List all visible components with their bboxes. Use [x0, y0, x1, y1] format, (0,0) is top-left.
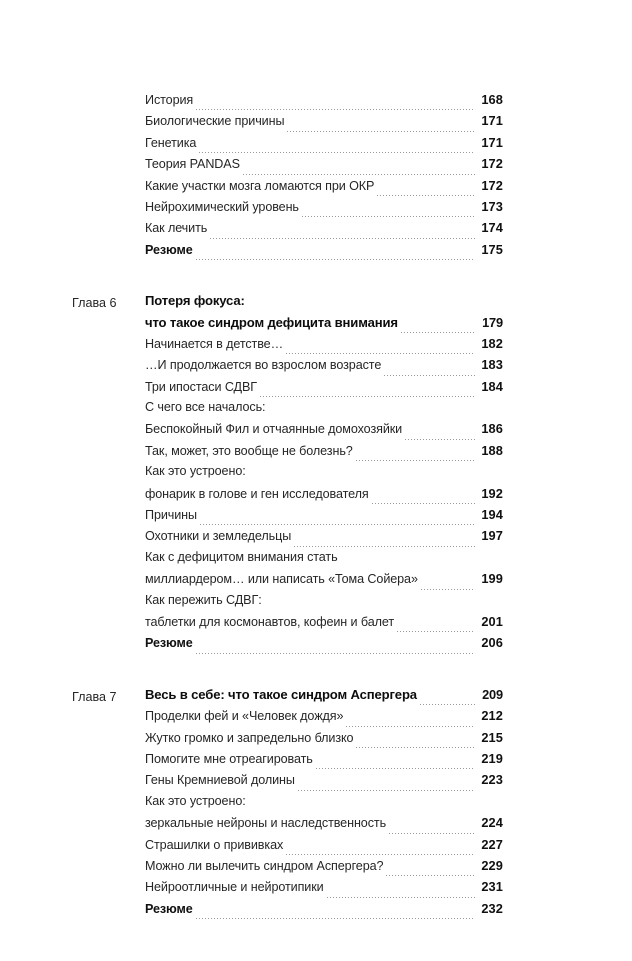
- dot-leader: [384, 375, 475, 376]
- toc-page-number: 171: [481, 113, 503, 129]
- dot-leader: [302, 216, 475, 217]
- toc-page-number: 188: [481, 442, 503, 458]
- dot-leader: [200, 524, 475, 525]
- toc-entry-label: фонарик в голове и ген исследователя: [145, 486, 369, 501]
- toc-page-number: 231: [481, 879, 503, 895]
- toc-page-number: 209: [482, 686, 503, 702]
- toc-entry-label: Страшилки о прививках: [145, 837, 284, 852]
- toc-page-number: 192: [481, 485, 503, 501]
- toc-chapter-title-text: что такое синдром дефицита внимания: [145, 314, 398, 330]
- toc-entry[interactable]: [145, 92, 503, 113]
- toc-entry-label: Как это устроено:: [145, 464, 246, 479]
- toc-chapter-title-line: [145, 687, 503, 708]
- toc-entry[interactable]: [145, 730, 503, 751]
- toc-chapter-title-line: [145, 293, 503, 314]
- toc-entry-label: Резюме: [145, 636, 193, 651]
- toc-entry-label: Жутко громко и запредельно близко: [145, 730, 354, 745]
- toc-entry[interactable]: [145, 858, 503, 879]
- toc-page-number: 197: [481, 528, 503, 544]
- toc-chapter-number: Глава 6: [72, 296, 117, 311]
- toc-entry[interactable]: [145, 593, 503, 614]
- dot-leader: [298, 790, 475, 791]
- toc-entry[interactable]: [145, 507, 503, 528]
- dot-leader: [377, 195, 475, 196]
- toc-entry[interactable]: [145, 113, 503, 134]
- toc-chapter-title: [145, 293, 503, 336]
- dot-leader: [286, 854, 475, 855]
- toc-page-number: 172: [481, 177, 503, 193]
- toc-continued-section: [145, 92, 503, 263]
- toc-entry[interactable]: [145, 486, 503, 507]
- toc-page-number: 232: [481, 900, 503, 916]
- toc-entry[interactable]: [145, 879, 503, 900]
- toc-entry[interactable]: [145, 336, 503, 357]
- toc-entry-label: Беспокойный Фил и отчаянные домохозяйки: [145, 422, 403, 437]
- toc-entry-label: Три ипостаси СДВГ: [145, 379, 258, 394]
- dot-leader: [421, 589, 475, 590]
- toc-chapter-title-text: Потеря фокуса:: [145, 293, 245, 309]
- toc-entry-label: таблетки для космонавтов, кофеин и балет: [145, 614, 395, 629]
- toc-entry-label: Как это устроено:: [145, 793, 246, 808]
- dot-leader: [199, 152, 475, 153]
- toc-page-number: 179: [482, 314, 503, 330]
- toc-entry[interactable]: [145, 550, 503, 571]
- dot-leader: [372, 503, 475, 504]
- toc-chapter-title-text: Весь в себе: что такое синдром Аспергера: [145, 686, 417, 702]
- toc-entry-label: Резюме: [145, 901, 193, 916]
- toc-entry[interactable]: [145, 708, 503, 729]
- toc-page-number: 212: [481, 708, 503, 724]
- dot-leader: [346, 726, 475, 727]
- toc-entry-label: Биологические причины: [145, 114, 285, 129]
- dot-leader: [420, 704, 476, 705]
- dot-leader: [356, 460, 475, 461]
- toc-page-number: 227: [481, 836, 503, 852]
- dot-leader: [196, 653, 475, 654]
- toc-entry[interactable]: [145, 464, 503, 485]
- dot-leader: [287, 131, 475, 132]
- toc-page-number: 206: [481, 635, 503, 651]
- table-of-contents: [72, 92, 503, 922]
- toc-entry-label: Как лечить: [145, 221, 208, 236]
- toc-page-number: 183: [481, 357, 503, 373]
- toc-page-number: 201: [481, 613, 503, 629]
- toc-entry[interactable]: [145, 379, 503, 400]
- toc-page-number: 171: [481, 134, 503, 150]
- toc-page-number: 229: [481, 857, 503, 873]
- toc-entry-label: Проделки фей и «Человек дождя»: [145, 709, 344, 724]
- toc-chapter-title-line: [145, 315, 503, 336]
- toc-page-number: 168: [481, 92, 503, 107]
- toc-page-number: 186: [481, 421, 503, 437]
- toc-page-number: 199: [481, 571, 503, 587]
- toc-page-number: 215: [481, 729, 503, 745]
- toc-entry-label: Гены Кремниевой долины: [145, 773, 295, 788]
- toc-entry-label: Как пережить СДВГ:: [145, 592, 262, 607]
- dot-leader: [243, 174, 475, 175]
- dot-leader: [401, 332, 476, 333]
- dot-leader: [260, 396, 475, 397]
- toc-entry-label: Так, может, это вообще не болезнь?: [145, 443, 353, 458]
- toc-entry[interactable]: [145, 794, 503, 815]
- toc-entry[interactable]: [145, 421, 503, 442]
- toc-entry[interactable]: [145, 528, 503, 549]
- toc-entry[interactable]: [145, 357, 503, 378]
- toc-page-number: 194: [481, 507, 503, 523]
- toc-entry-label: Теория PANDAS: [145, 157, 240, 172]
- toc-page-number: 173: [481, 198, 503, 214]
- toc-chapter-entries: [145, 708, 503, 922]
- dot-leader: [294, 546, 475, 547]
- toc-entry[interactable]: [145, 571, 503, 592]
- toc-page-number: 219: [481, 750, 503, 766]
- toc-entry[interactable]: [145, 443, 503, 464]
- toc-entry-label: С чего все началось:: [145, 400, 266, 415]
- toc-entry-label: Генетика: [145, 135, 197, 150]
- toc-page-number: 174: [481, 220, 503, 236]
- toc-chapter-number: Глава 7: [72, 689, 117, 704]
- toc-entry[interactable]: [145, 220, 503, 241]
- toc-entry[interactable]: [145, 135, 503, 156]
- toc-entry[interactable]: [145, 635, 503, 656]
- toc-entry[interactable]: [145, 815, 503, 836]
- toc-entry-label: …И продолжается во взрослом возрасте: [145, 358, 382, 373]
- dot-leader: [196, 109, 475, 110]
- toc-entry[interactable]: [145, 751, 503, 772]
- toc-chapter-block: [72, 293, 503, 657]
- toc-entry[interactable]: [145, 242, 503, 263]
- toc-entry-label: Нейрохимический уровень: [145, 199, 299, 214]
- toc-entry-label: Какие участки мозга ломаются при ОКР: [145, 178, 375, 193]
- toc-entry-label: зеркальные нейроны и наследственность: [145, 816, 387, 831]
- dot-leader: [286, 353, 475, 354]
- toc-entry[interactable]: [145, 178, 503, 199]
- dot-leader: [196, 259, 475, 260]
- toc-entry-label: Причины: [145, 508, 197, 523]
- toc-entry[interactable]: [145, 772, 503, 793]
- toc-page-number: 172: [481, 156, 503, 172]
- toc-entry[interactable]: [145, 901, 503, 922]
- toc-entry-label: История: [145, 93, 194, 107]
- toc-page-number: 184: [481, 378, 503, 394]
- toc-entry[interactable]: [145, 614, 503, 635]
- toc-entry-label: Охотники и земледельцы: [145, 529, 292, 544]
- toc-page-number: 224: [481, 815, 503, 831]
- toc-chapter-title: [145, 687, 503, 708]
- toc-entry-label: миллиардером… или написать «Тома Сойера»: [145, 572, 418, 587]
- dot-leader: [386, 875, 475, 876]
- toc-entry-label: Как с дефицитом внимания стать: [145, 549, 338, 564]
- dot-leader: [405, 439, 475, 440]
- toc-entry[interactable]: [145, 199, 503, 220]
- toc-entry-label: Резюме: [145, 242, 193, 257]
- dot-leader: [356, 747, 475, 748]
- toc-page-number: 182: [481, 335, 503, 351]
- toc-entry-label: Можно ли вылечить синдром Аспергера?: [145, 858, 384, 873]
- toc-entry-label: Помогите мне отреагировать: [145, 751, 313, 766]
- dot-leader: [327, 897, 475, 898]
- toc-entry[interactable]: [145, 400, 503, 421]
- toc-entry[interactable]: [145, 156, 503, 177]
- toc-chapter-heading[interactable]: [72, 293, 503, 336]
- toc-chapter-entries: [145, 336, 503, 657]
- dot-leader: [196, 918, 475, 919]
- toc-chapter-heading[interactable]: [72, 687, 503, 708]
- toc-page-number: 223: [481, 772, 503, 788]
- dot-leader: [316, 768, 475, 769]
- toc-entry-label: Нейроотличные и нейротипики: [145, 880, 324, 895]
- dot-leader: [389, 833, 475, 834]
- dot-leader: [397, 631, 475, 632]
- dot-leader: [210, 238, 475, 239]
- toc-entry[interactable]: [145, 837, 503, 858]
- toc-entry-label: Начинается в детстве…: [145, 336, 284, 351]
- toc-chapter-block: [72, 687, 503, 922]
- toc-page-number: 175: [481, 241, 503, 257]
